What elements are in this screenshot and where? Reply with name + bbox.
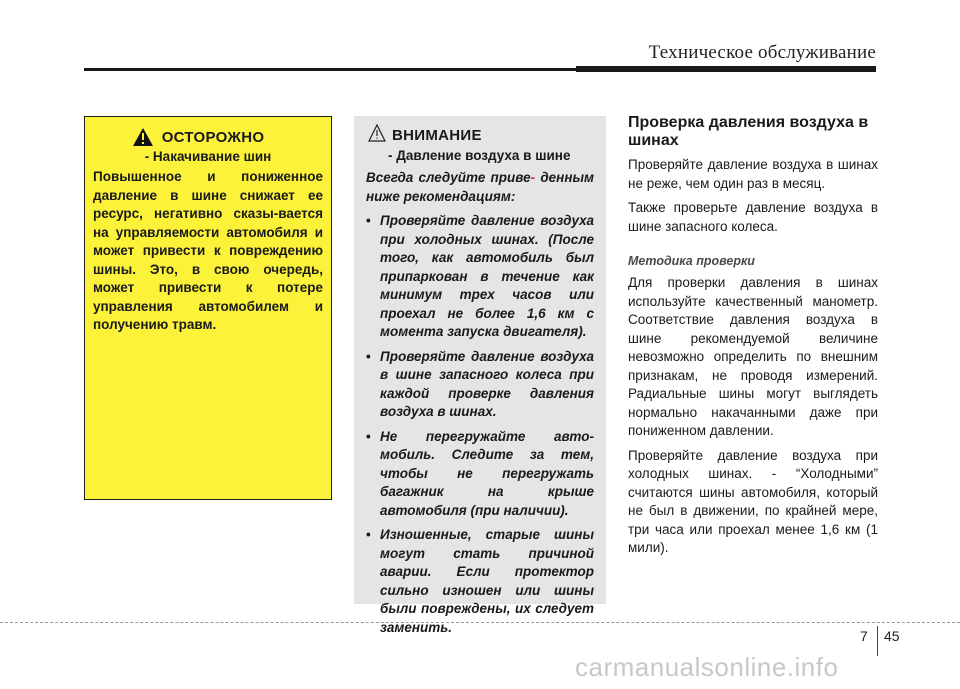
caution-box [84,116,332,500]
caution-subtitle: - Накачивание шин [144,149,272,164]
attention-intro-hyphen: - [530,170,536,185]
page-header-title: Техническое обслуживание [648,42,876,63]
attention-item-text: Изношенные, старые шины могут стать причиной аварии. Если протектор сильно изношен или шины были повреждены, их следует заменить. [380,527,594,635]
attention-item [366,526,594,637]
attention-item [366,428,594,521]
attention-header [368,124,594,147]
attention-title: ВНИМАНИЕ [392,127,482,144]
caution-title: ОСТОРОЖНО [161,128,265,146]
attention-intro [366,169,594,206]
header-rule-accent [576,66,876,72]
caution-header [73,127,323,147]
attention-item-text: Не перегружайте авто-мобиль. Следите за тем, чтобы не перегружать багажник на крыше автомобиля (при наличии). [380,428,594,518]
attention-item-text: Проверяйте давление воздуха при холодных шинах. (После того, как автомобиль был припаркован в течение как минимум трех часов или проехал не более 1,6 км с момента запуска двигателя). [380,213,594,339]
method-subtitle: Методика проверки [628,254,755,268]
paragraph-spare-tire: Также проверьте давление воздуха в шине запасного колеса. [628,200,878,234]
attention-list [366,212,594,637]
attention-subtitle: - Давление воздуха в шине [388,148,571,163]
bullet: • [366,428,371,444]
page-number-divider [877,626,878,656]
attention-box [354,116,606,635]
chapter-number: 7 [860,628,868,644]
page-number: 45 [884,628,900,644]
footer-rule [0,622,960,623]
attention-item [366,212,594,342]
main-text-column [628,114,878,558]
section-title: Проверка давления воздуха в шинах [628,114,869,149]
warning-triangle-outline-icon [368,124,386,147]
attention-item-text: Проверяйте давление воздуха в шине запасного колеса при каждой проверке давления воздуха в шинах. [380,348,594,419]
warning-triangle-icon [132,127,154,147]
attention-item [366,348,594,422]
bullet: • [366,527,371,542]
paragraph-cold-tires: Проверяйте давление воздуха при холодных шинах. - “Холодными” считаются шины автомобиля, который не был в движении, по крайней мере, три часа или проехал менее 1,6 км (1 мили). [628,447,878,555]
bullet: • [366,213,371,228]
attention-intro-text: Всегда следуйте приве [366,170,531,185]
caution-body: Повышенное и пониженное давление в шине снижает ее ресурс, негативно сказы-вается на управляемости автомобиля и может привести к повреждению шины. Это, в свою очередь, может привести к потере управления автомобилем и получению травм. [93,169,323,332]
bullet: • [366,348,371,364]
attention-intro-rest: денным ниже рекомендациям: [366,170,594,204]
paragraph-monthly-check: Проверяйте давление воздуха в шинах не реже, чем один раз в месяц. [628,157,878,191]
watermark: carmanualsonline.info [575,652,839,682]
paragraph-method: Для проверки давления в шинах используйте качественный манометр. Соответствие давления воздуха в шине рекомендуемой величине невозможно определить по внешним признакам, не проводя измерений. Радиальные шины могут выглядеть нормально накачанными даже при пониженном давлении. [628,275,878,438]
